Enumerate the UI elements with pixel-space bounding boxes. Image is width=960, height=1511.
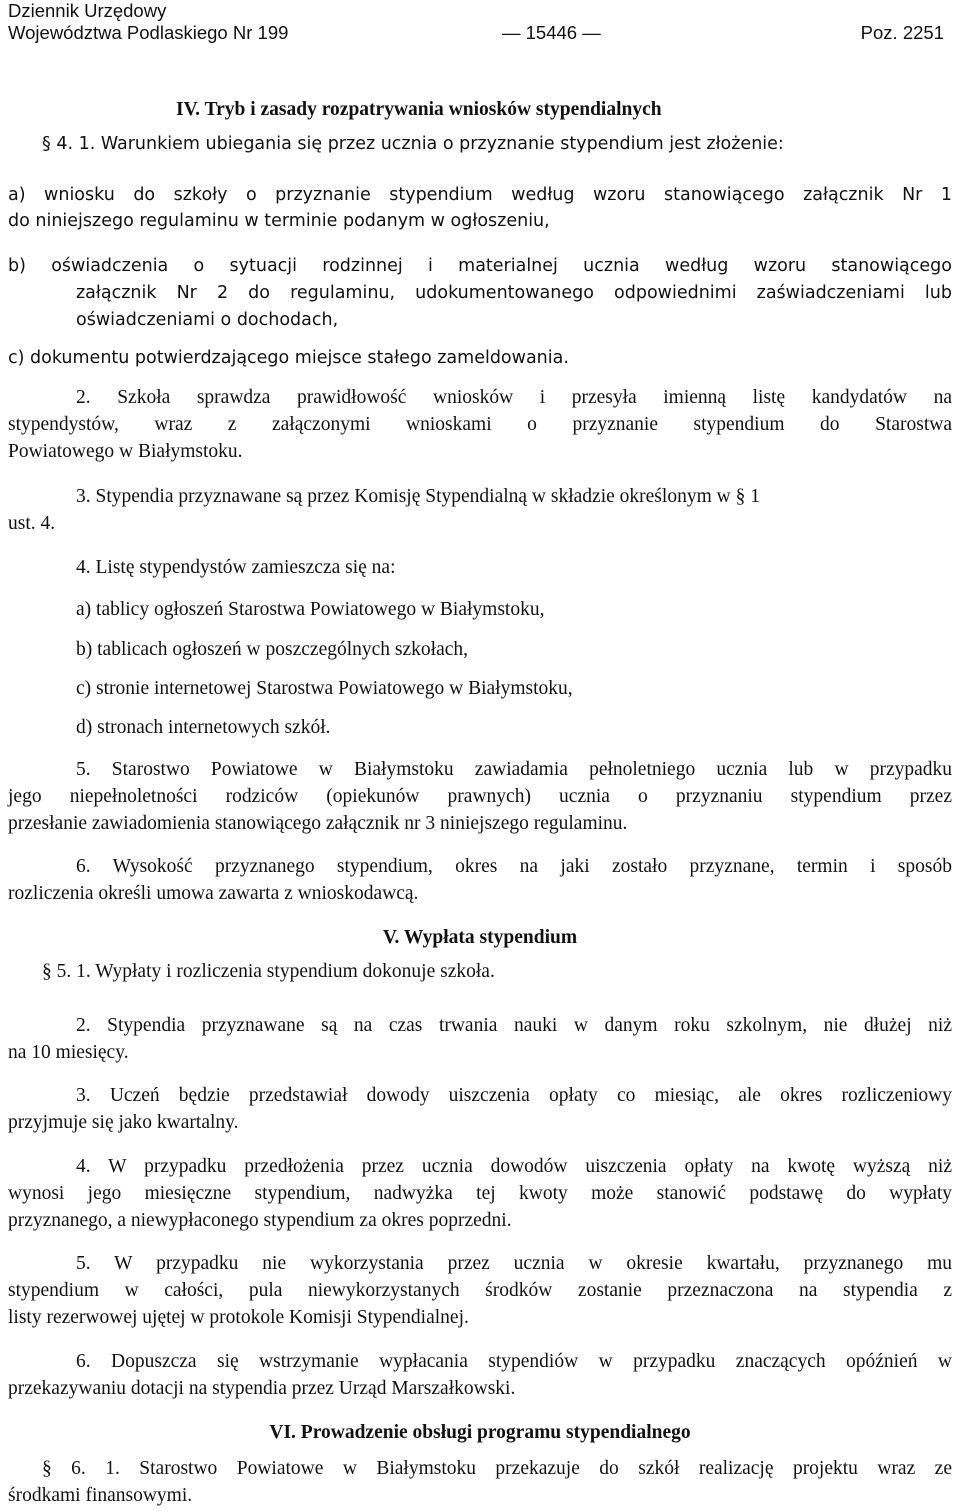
s4-4-d: d) stronach internetowych szkół. xyxy=(76,717,331,738)
position-number: Poz. 2251 xyxy=(860,22,944,43)
s4-1-a-line1: a) wniosku do szkoły o przyznanie stypendium według wzoru stanowiącego załącznik Nr 1 xyxy=(8,185,952,205)
s4-5-line2: jego niepełnoletności rodziców (opiekunów prawnych) ucznia o przyznaniu stypendium przez xyxy=(8,786,952,807)
s5-5-line1: 5. W przypadku nie wykorzystania przez ucznia w okresie kwartału, przyznanego mu xyxy=(76,1253,952,1274)
s4-1-b-line2: załącznik Nr 2 do regulaminu, udokumentowanego odpowiednimi zaświadczeniami lub xyxy=(76,283,952,303)
s4-3-line1: 3. Stypendia przyznawane są przez Komisję Stypendialną w składzie określonym w § 1 xyxy=(76,486,760,507)
s4-4-intro: 4. Listę stypendystów zamieszcza się na: xyxy=(76,557,396,578)
s5-4-line3: przyznanego, a niewypłaconego stypendium za okres poprzedni. xyxy=(8,1210,512,1231)
s4-4-b: b) tablicach ogłoszeń w poszczególnych szkołach, xyxy=(76,639,469,660)
s6-1-line1: § 6. 1. Starostwo Powiatowe w Białymstoku przekazuje do szkół realizację projektu wraz ze xyxy=(42,1458,952,1479)
s4-4-a: a) tablicy ogłoszeń Starostwa Powiatowego w Białymstoku, xyxy=(76,599,545,620)
s5-5-line2: stypendium w całości, pula niewykorzystanych środków zostanie przeznaczona na stypendia z xyxy=(8,1280,952,1301)
journal-voivodeship: Województwa Podlaskiego Nr 199 xyxy=(8,22,289,43)
s4-6-line2: rozliczenia określi umowa zawarta z wnioskodawcą. xyxy=(8,883,419,904)
s4-5-line1: 5. Starostwo Powiatowe w Białymstoku zawiadamia pełnoletniego ucznia lub w przypadku xyxy=(76,759,952,780)
s4-1-a-line2: do niniejszego regulaminu w terminie podanym w ogłoszeniu, xyxy=(8,211,550,231)
s5-2-line2: na 10 miesięcy. xyxy=(8,1042,129,1063)
s5-1: § 5. 1. Wypłaty i rozliczenia stypendium dokonuje szkoła. xyxy=(42,961,495,982)
s4-2-line1: 2. Szkoła sprawdza prawidłowość wniosków i przesyła imienną listę kandydatów na xyxy=(76,387,952,408)
s6-1-line2: środkami finansowymi. xyxy=(8,1485,193,1506)
section-v-title: V. Wypłata stypendium xyxy=(382,927,578,948)
s5-4-line1: 4. W przypadku przedłożenia przez ucznia dowodów uiszczenia opłaty na kwotę wyższą niż xyxy=(76,1156,952,1177)
s4-1-intro: § 4. 1. Warunkiem ubiegania się przez ucznia o przyznanie stypendium jest złożenie: xyxy=(42,134,784,154)
section-iv-title: IV. Tryb i zasady rozpatrywania wniosków stypendialnych xyxy=(176,99,662,120)
s4-1-b-line1: b) oświadczenia o sytuacji rodzinnej i materialnej ucznia według wzoru stanowiącego xyxy=(8,256,952,276)
s5-2-line1: 2. Stypendia przyznawane są na czas trwania nauki w danym roku szkolnym, nie dłużej niż xyxy=(76,1015,952,1036)
s5-3-line1: 3. Uczeń będzie przedstawiał dowody uiszczenia opłaty co miesiąc, ale okres rozliczeniowy xyxy=(76,1085,952,1106)
s5-4-line2: wynosi jego miesięczne stypendium, nadwyżka tej kwoty może stanowić podstawę do wypłaty xyxy=(8,1183,952,1204)
s4-5-line3: przesłanie zawiadomienia stanowiącego załącznik nr 3 niniejszego regulaminu. xyxy=(8,813,628,834)
page-header xyxy=(8,0,952,44)
s5-3-line2: przyjmuje się jako kwartalny. xyxy=(8,1112,239,1133)
journal-title: Dziennik Urzędowy xyxy=(8,0,167,21)
s5-6-line2: przekazywaniu dotacji na stypendia przez Urząd Marszałkowski. xyxy=(8,1378,516,1399)
s5-6-line1: 6. Dopuszcza się wstrzymanie wypłacania stypendiów w przypadku znaczących opóźnień w xyxy=(76,1351,952,1372)
s4-4-c: c) stronie internetowej Starostwa Powiatowego w Białymstoku, xyxy=(76,678,573,699)
s4-6-line1: 6. Wysokość przyznanego stypendium, okres na jaki zostało przyznane, termin i sposób xyxy=(76,856,952,877)
page-number: — 15446 — xyxy=(502,22,601,43)
s4-1-b-line3: oświadczeniami o dochodach, xyxy=(76,310,339,330)
s4-3-line2: ust. 4. xyxy=(8,513,56,534)
s4-2-line2: stypendystów, wraz z załączonymi wnioskami o przyznanie stypendium do Starostwa xyxy=(8,414,952,435)
s4-1-c: c) dokumentu potwierdzającego miejsce stałego zameldowania. xyxy=(8,348,569,368)
section-vi-title: VI. Prowadzenie obsługi programu stypendialnego xyxy=(269,1422,691,1443)
s5-5-line3: listy rezerwowej ujętej w protokole Komisji Stypendialnej. xyxy=(8,1307,469,1328)
s4-2-line3: Powiatowego w Białymstoku. xyxy=(8,441,243,462)
